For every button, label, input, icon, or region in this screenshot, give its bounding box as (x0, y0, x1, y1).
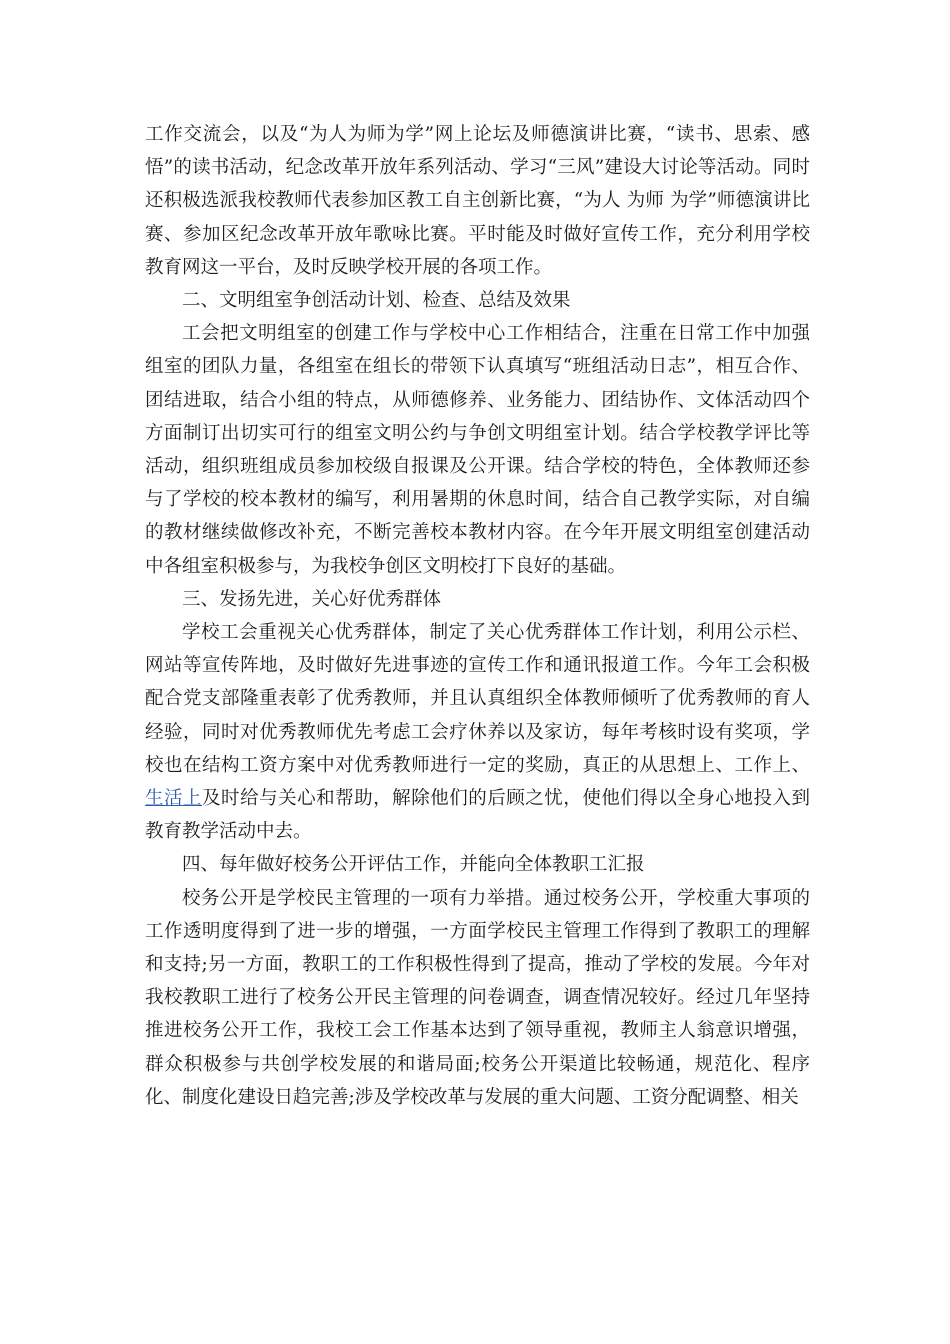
paragraph-4: 校务公开是学校民主管理的一项有力举措。通过校务公开，学校重大事项的工作透明度得到了进一步的增强，一方面学校民主管理工作得到了教职工的理解和支持;另一方面，教职工的工作积极性得到了提高，推动了学校的发展。今年对我校教职工进行了校务公开民主管理的问卷调查，调查情况较好。经过几年坚持推进校务公开工作，我校工会工作基本达到了领导重视，教师主人翁意识增强，群众积极参与共创学校发展的和谐局面;校务公开渠道比较畅通，规范化、程序化、制度化建设日趋完善;涉及学校改革与发展的重大问题、工资分配调整、相关 (145, 887, 810, 1108)
document-body (145, 118, 810, 1114)
paragraph-3 (145, 616, 810, 848)
section-heading-2: 二、文明组室争创活动计划、检查、总结及效果 (182, 290, 571, 312)
section-heading-4: 四、每年做好校务公开评估工作，并能向全体教职工汇报 (182, 854, 645, 876)
paragraph-3-text-before-link: 学校工会重视关心优秀群体，制定了关心优秀群体工作计划，利用公示栏、网站等宣传阵地，及时做好先进事迹的宣传工作和通讯报道工作。今年工会积极配合党支部隆重表彰了优秀教师，并且认真组织全体教师倾听了优秀教师的育人经验，同时对优秀教师优先考虑工会疗休养以及家访，每年考核时设有奖项，学校也在结构工资方案中对优秀教师进行一定的奖励，真正的从思想上、工作上、 (145, 622, 810, 776)
paragraph-2: 工会把文明组室的创建工作与学校中心工作相结合，注重在日常工作中加强组室的团队力量，各组室在组长的带领下认真填写“班组活动日志”，相互合作、团结进取，结合小组的特点，从师德修养、业务能力、团结协作、文体活动四个方面制订出切实可行的组室文明公约与争创文明组室计划。结合学校教学评比等活动，组织班组成员参加校级自报课及公开课。结合学校的特色，全体教师还参与了学校的校本教材的编写，利用暑期的休息时间，结合自己教学实际，对自编的教材继续做修改补充，不断完善校本教材内容。在今年开展文明组室创建活动中各组室积极参与，为我校争创区文明校打下良好的基础。 (145, 323, 810, 577)
paragraph-3-text-after-link: 及时给与关心和帮助，解除他们的后顾之忧，使他们得以全身心地投入到教育教学活动中去。 (145, 788, 810, 843)
paragraph-continued: 工作交流会，以及“为人为师为学”网上论坛及师德演讲比赛，“读书、思索、感悟”的读书活动，纪念改革开放年系列活动、学习“三风”建设大讨论等活动。同时还积极选派我校教师代表参加区教工自主创新比赛，“为人 为师 为学”师德演讲比赛、参加区纪念改革开放年歌咏比赛。平时能及时做好宣传工作，充分利用学校教育网这一平台，及时反映学校开展的各项工作。 (145, 124, 810, 278)
life-link[interactable]: 生活上 (145, 788, 203, 810)
section-heading-3: 三、发扬先进，关心好优秀群体 (182, 588, 442, 610)
